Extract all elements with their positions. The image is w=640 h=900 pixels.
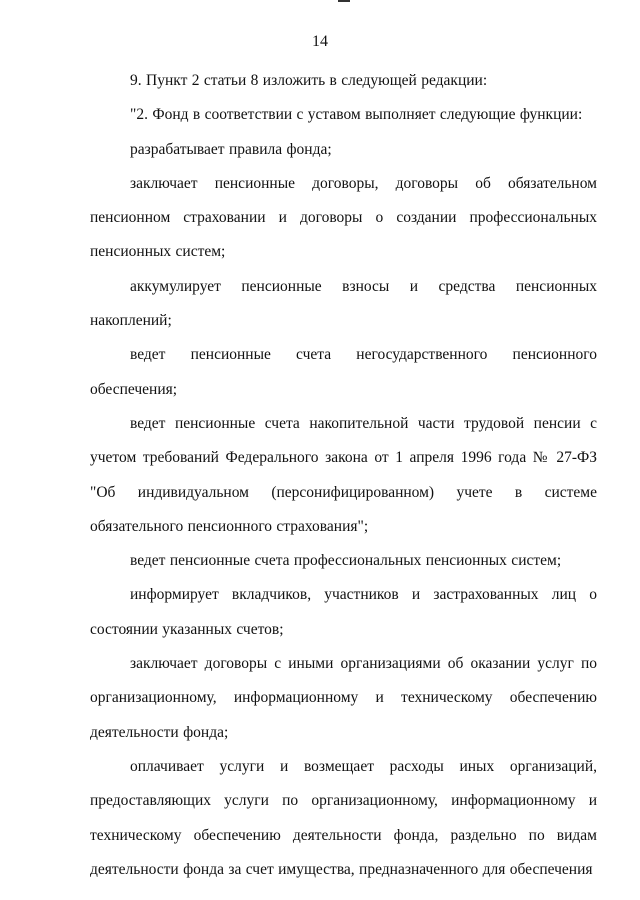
paragraph-fund-functions-intro: "2. Фонд в соответствии с уставом выполняет следующие функции:	[130, 106, 583, 124]
paragraph-function-funded-pension-accounts: ведет пенсионные счета накопительной части трудовой пенсии с учетом требований Федерального закона от 1 апреля 1996 года № 27-ФЗ "Об индивидуальном (персонифицированном) учете в системе обязательного пенсионного страхования";	[90, 414, 597, 535]
page-number: 14	[312, 33, 328, 50]
document-body	[90, 64, 597, 887]
paragraph-function-informing: информирует вкладчиков, участников и застрахованных лиц о состоянии указанных счетов;	[90, 586, 597, 638]
paragraph-function-service-contracts: заключает договоры с иными организациями об оказании услуг по организационному, информационному и техническому обеспечению деятельности фонда;	[90, 655, 597, 741]
paragraph-function-npo-accounts: ведет пенсионные счета негосударственного пенсионного обеспечения;	[90, 346, 597, 398]
paragraph-function-contracts: заключает пенсионные договоры, договоры об обязательном пенсионном страховании и договоры о создании профессиональных пенсионных систем;	[90, 174, 597, 261]
paragraph-amendment-intro: 9. Пункт 2 статьи 8 изложить в следующей редакции:	[130, 72, 488, 89]
page-top-mark	[338, 0, 350, 2]
paragraph-function-payments: оплачивает услуги и возмещает расходы иных организаций, предоставляющих услуги по организационному, информационному и техническому обеспечению деятельности фонда, раздельно по видам деятельности фонда за счет имущества, предназначенного для обеспечения	[90, 757, 597, 878]
paragraph-function-accumulation: аккумулирует пенсионные взносы и средства пенсионных накоплений;	[90, 277, 597, 330]
paragraph-function-professional-accounts: ведет пенсионные счета профессиональных пенсионных систем;	[130, 552, 562, 570]
paragraph-function-rules: разрабатывает правила фонда;	[130, 140, 332, 158]
